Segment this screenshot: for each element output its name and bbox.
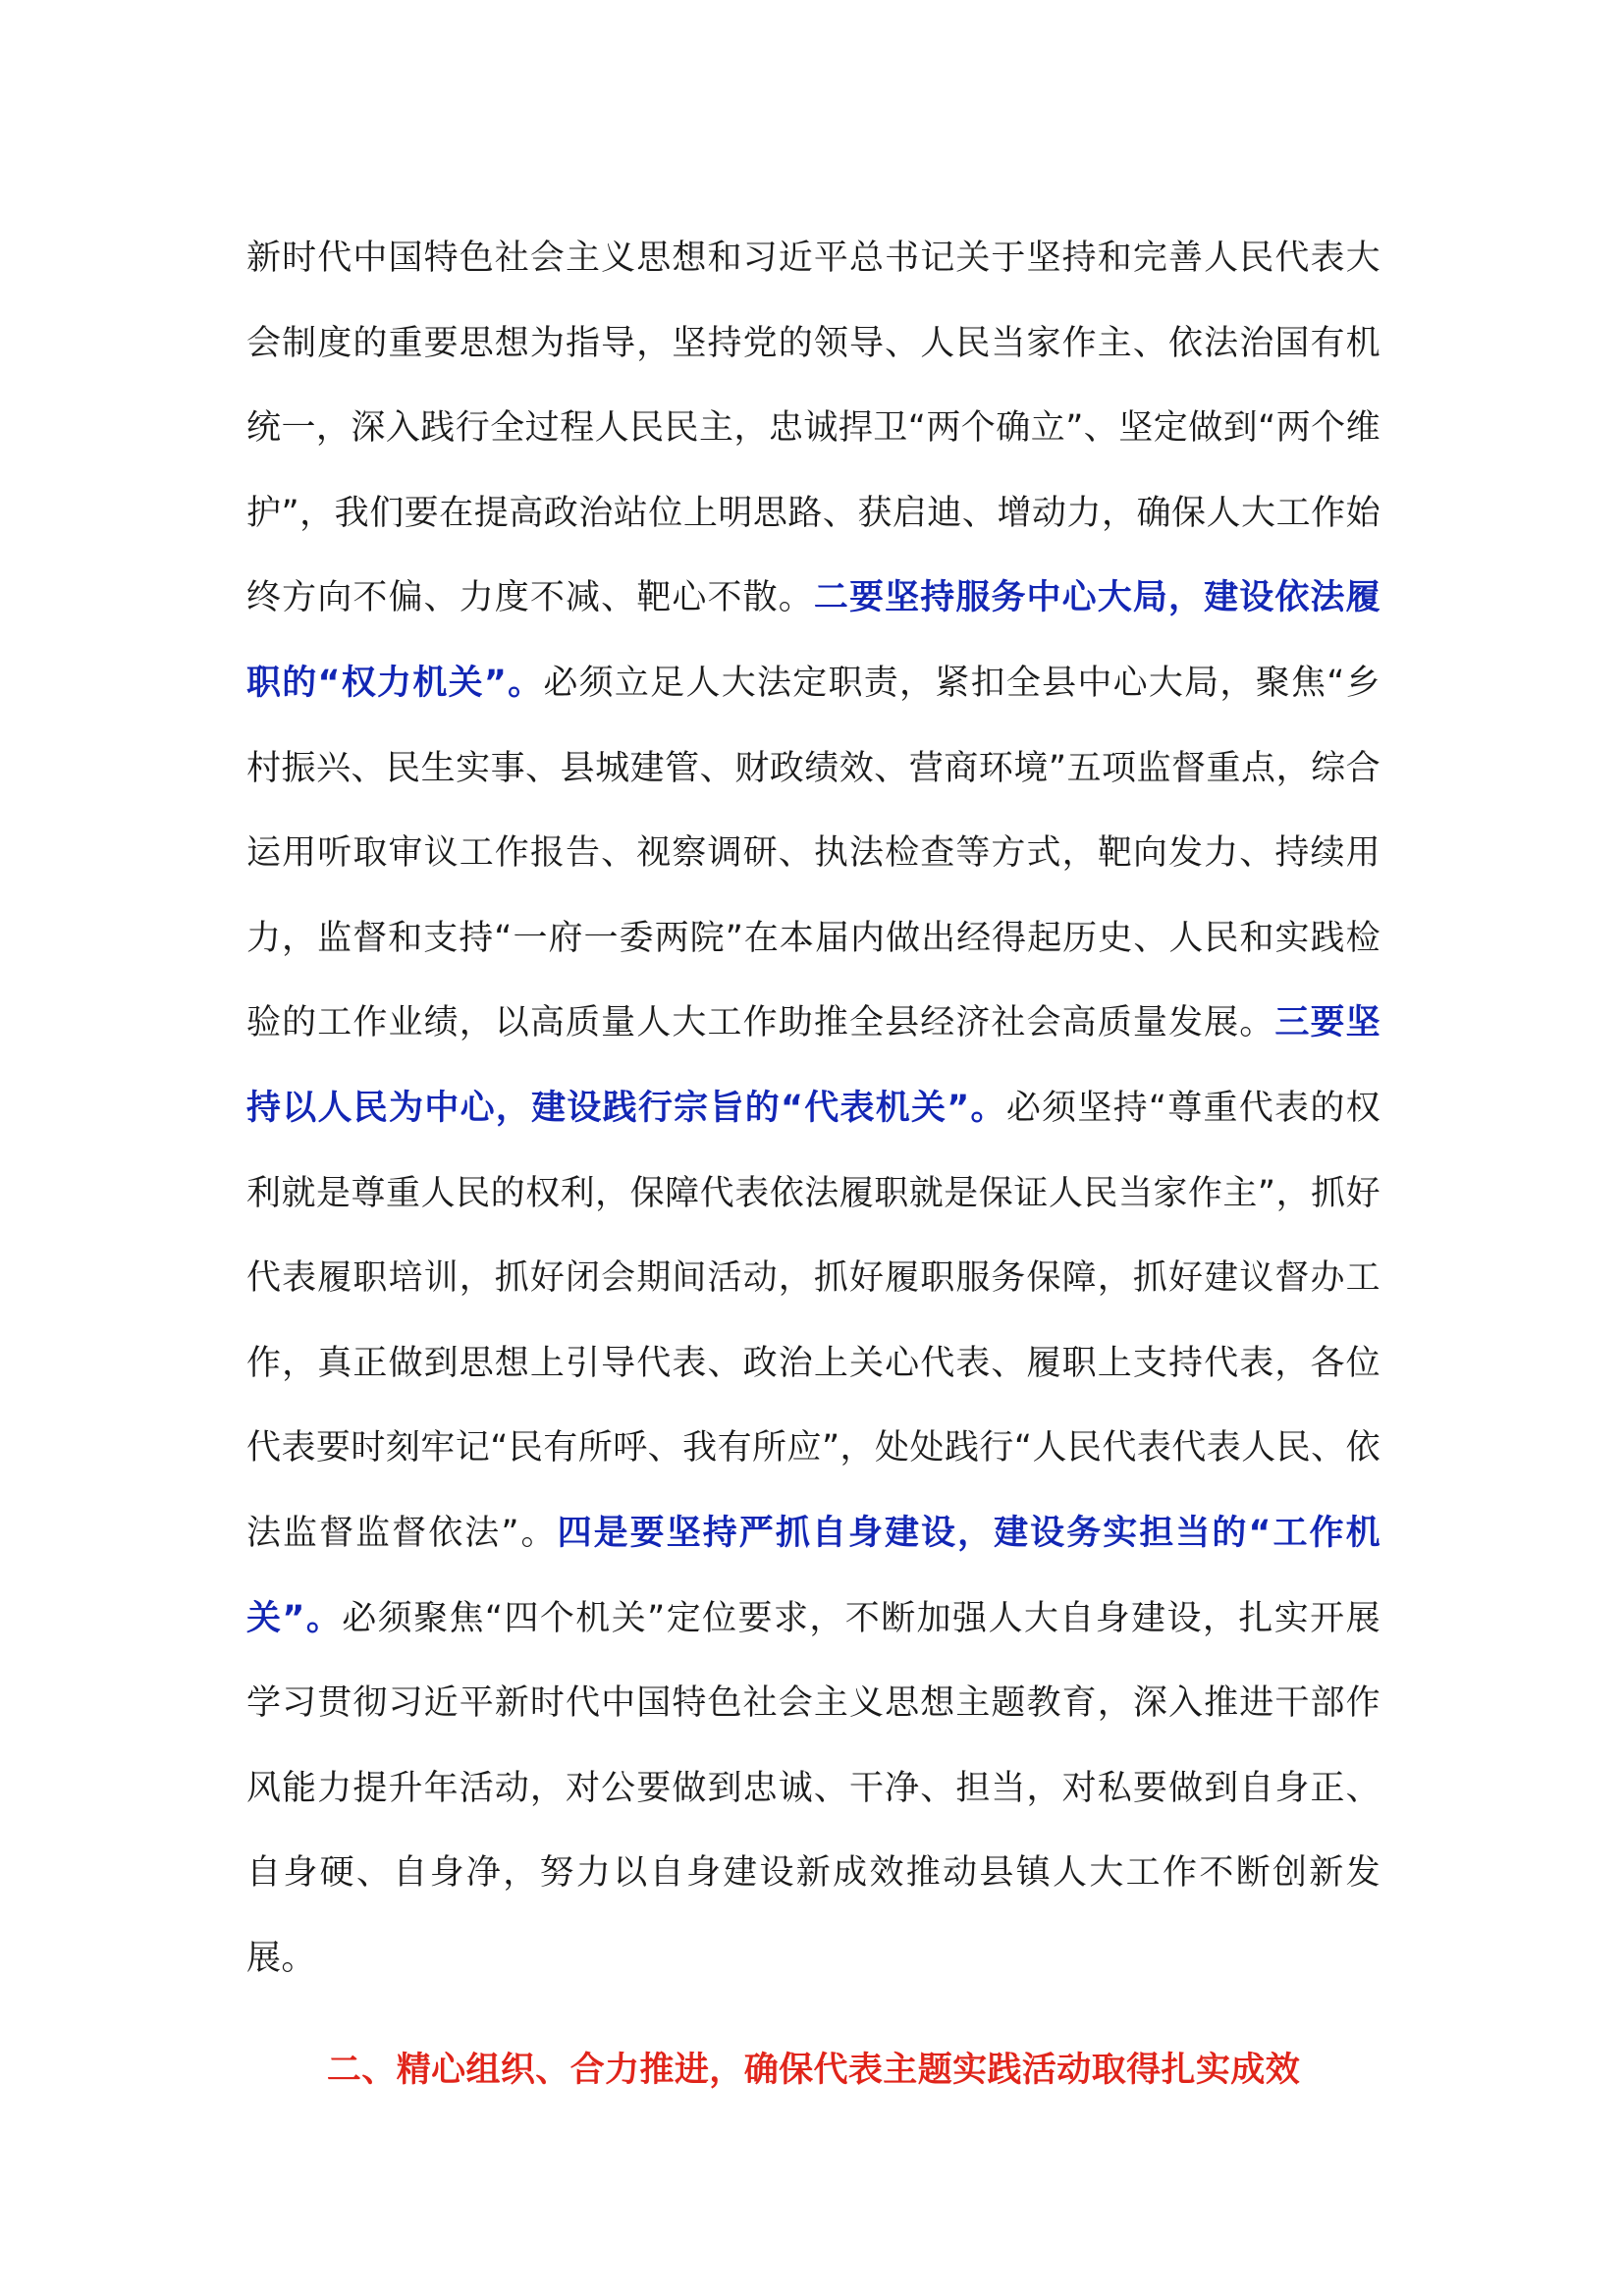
section-heading: 二、精心组织、合力推进，确保代表主题实践活动取得扎实成效 [326,2051,1301,2090]
paragraph-text-4: 必须聚焦“四个机关”定位要求，不断加强人大自身建设，扎实开展学习贯彻习近平新时代中国特色社会主义思想主题教育，深入推进干部作风能力提升年活动，对公要做到忠诚、干净、担当，对私要做到自身正、自身硬、自身净，努力以自身建设新成效推动县镇人大工作不断创新发展。 [246,1598,1380,1978]
emphasis-point-3: 三要坚持以人民为中心，建设践行宗旨的“代表机关”。 [246,1003,1380,1128]
paragraph-text-2: 必须立足人大法定职责，紧扣全县中心大局，聚焦“乡村振兴、民生实事、县城建管、财政绩效、营商环境”五项监督重点，综合运用听取审议工作报告、视察调研、执法检查等方式，靶向发力、持续用力，监督和支持“一府一委两院”在本届内做出经得起历史、人民和实践检验的工作业绩，以高质量人大工作助推全县经济社会高质量发展。 [246,663,1381,1043]
emphasis-point-2: 二要坚持服务中心大局，建设依法履职的“权力机关”。 [246,578,1380,703]
emphasis-point-4: 四是要坚持严抓自身建设，建设务实担当的“工作机关”。 [246,1513,1380,1638]
paragraph-text-3: 必须坚持“尊重代表的权利就是尊重人民的权利，保障代表依法履职就是保证人民当家作主”，抓好代表履职培训，抓好闭会期间活动，抓好履职服务保障，抓好建议督办工作，真正做到思想上引导代表、政治上关心代表、履职上支持代表，各位代表要时刻牢记“民有所呼、我有所应”，处处践行“人民代表代表人民、依法监督监督依法”。 [246,1088,1380,1553]
body-paragraph [246,216,1380,2001]
paragraph-text-1: 新时代中国特色社会主义思想和习近平总书记关于坚持和完善人民代表大会制度的重要思想为指导，坚持党的领导、人民当家作主、依法治国有机统一，深入践行全过程人民民主，忠诚捍卫“两个确立”、坚定做到“两个维护”，我们要在提高政治站位上明思路、获启迪、增动力，确保人大工作始终方向不偏、力度不减、靶心不散。 [246,239,1380,618]
